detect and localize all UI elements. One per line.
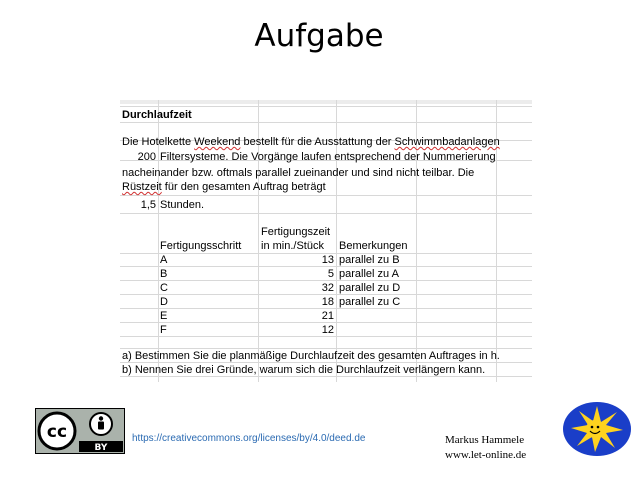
table-row-note: parallel zu A bbox=[339, 268, 399, 280]
grid-line bbox=[120, 213, 532, 214]
table-row-note: parallel zu B bbox=[339, 254, 400, 266]
problem-line-3: nacheinander bzw. oftmals parallel zueinander und sind nicht teilbar. Die bbox=[122, 167, 475, 179]
hours-value: 1,5 bbox=[140, 199, 156, 211]
table-row-step: C bbox=[160, 282, 168, 294]
table-row-time: 12 bbox=[321, 324, 334, 336]
license-link[interactable]: https://creativecommons.org/licenses/by/4.0/deed.de bbox=[132, 433, 366, 444]
grid-line bbox=[120, 122, 532, 123]
col-header-step: Fertigungsschritt bbox=[160, 240, 242, 252]
problem-line-1: Die Hotelkette Weekend bestellt für die Ausstattung der Schwimmbadanlagen bbox=[122, 136, 500, 148]
sheet-heading: Durchlaufzeit bbox=[122, 109, 192, 121]
task-a: a) Bestimmen Sie die planmäßige Durchlaufzeit des gesamten Auftrages in h. bbox=[122, 350, 500, 362]
author-block bbox=[445, 433, 526, 463]
col-header-time-line2: in min./Stück bbox=[261, 240, 324, 252]
author-website: www.let-online.de bbox=[445, 449, 527, 461]
col-header-notes: Bemerkungen bbox=[339, 240, 408, 252]
table-row-step: A bbox=[160, 254, 168, 266]
grid-line bbox=[120, 195, 532, 196]
slide-title: Aufgabe bbox=[254, 18, 384, 54]
table-row-step: D bbox=[160, 296, 168, 308]
quantity-value: 200 bbox=[137, 151, 156, 163]
cc-logo-text: cc bbox=[46, 422, 68, 442]
spreadsheet bbox=[120, 100, 532, 382]
table-row-time: 5 bbox=[327, 268, 334, 280]
problem-line-2: Filtersysteme. Die Vorgänge laufen entsprechend der Nummerierung bbox=[160, 151, 496, 163]
grid-line bbox=[120, 106, 532, 107]
table-row-note: parallel zu D bbox=[339, 282, 401, 294]
col-header-time-line1: Fertigungszeit bbox=[261, 226, 331, 238]
table-row-time: 18 bbox=[321, 296, 334, 308]
table-row-step: E bbox=[160, 310, 168, 322]
table-row-time: 21 bbox=[321, 310, 334, 322]
table-row-time: 13 bbox=[321, 254, 334, 266]
cc-by-license-icon[interactable] bbox=[35, 408, 125, 454]
table-row-time: 32 bbox=[321, 282, 334, 294]
sun-logo-icon bbox=[561, 400, 633, 458]
task-b: b) Nennen Sie drei Gründe, warum sich die Durchlaufzeit verlängern kann. bbox=[122, 364, 486, 376]
table-row-step: F bbox=[160, 324, 167, 336]
author-name: Markus Hammele bbox=[445, 434, 525, 446]
problem-line-4: Rüstzeit für den gesamten Auftrag beträgt bbox=[122, 181, 326, 193]
by-logo-text: BY bbox=[94, 443, 108, 453]
spreadsheet-header-strip bbox=[120, 100, 532, 104]
table-row-step: B bbox=[160, 268, 168, 280]
table-row-note: parallel zu C bbox=[339, 296, 401, 308]
hours-label: Stunden. bbox=[160, 199, 205, 211]
